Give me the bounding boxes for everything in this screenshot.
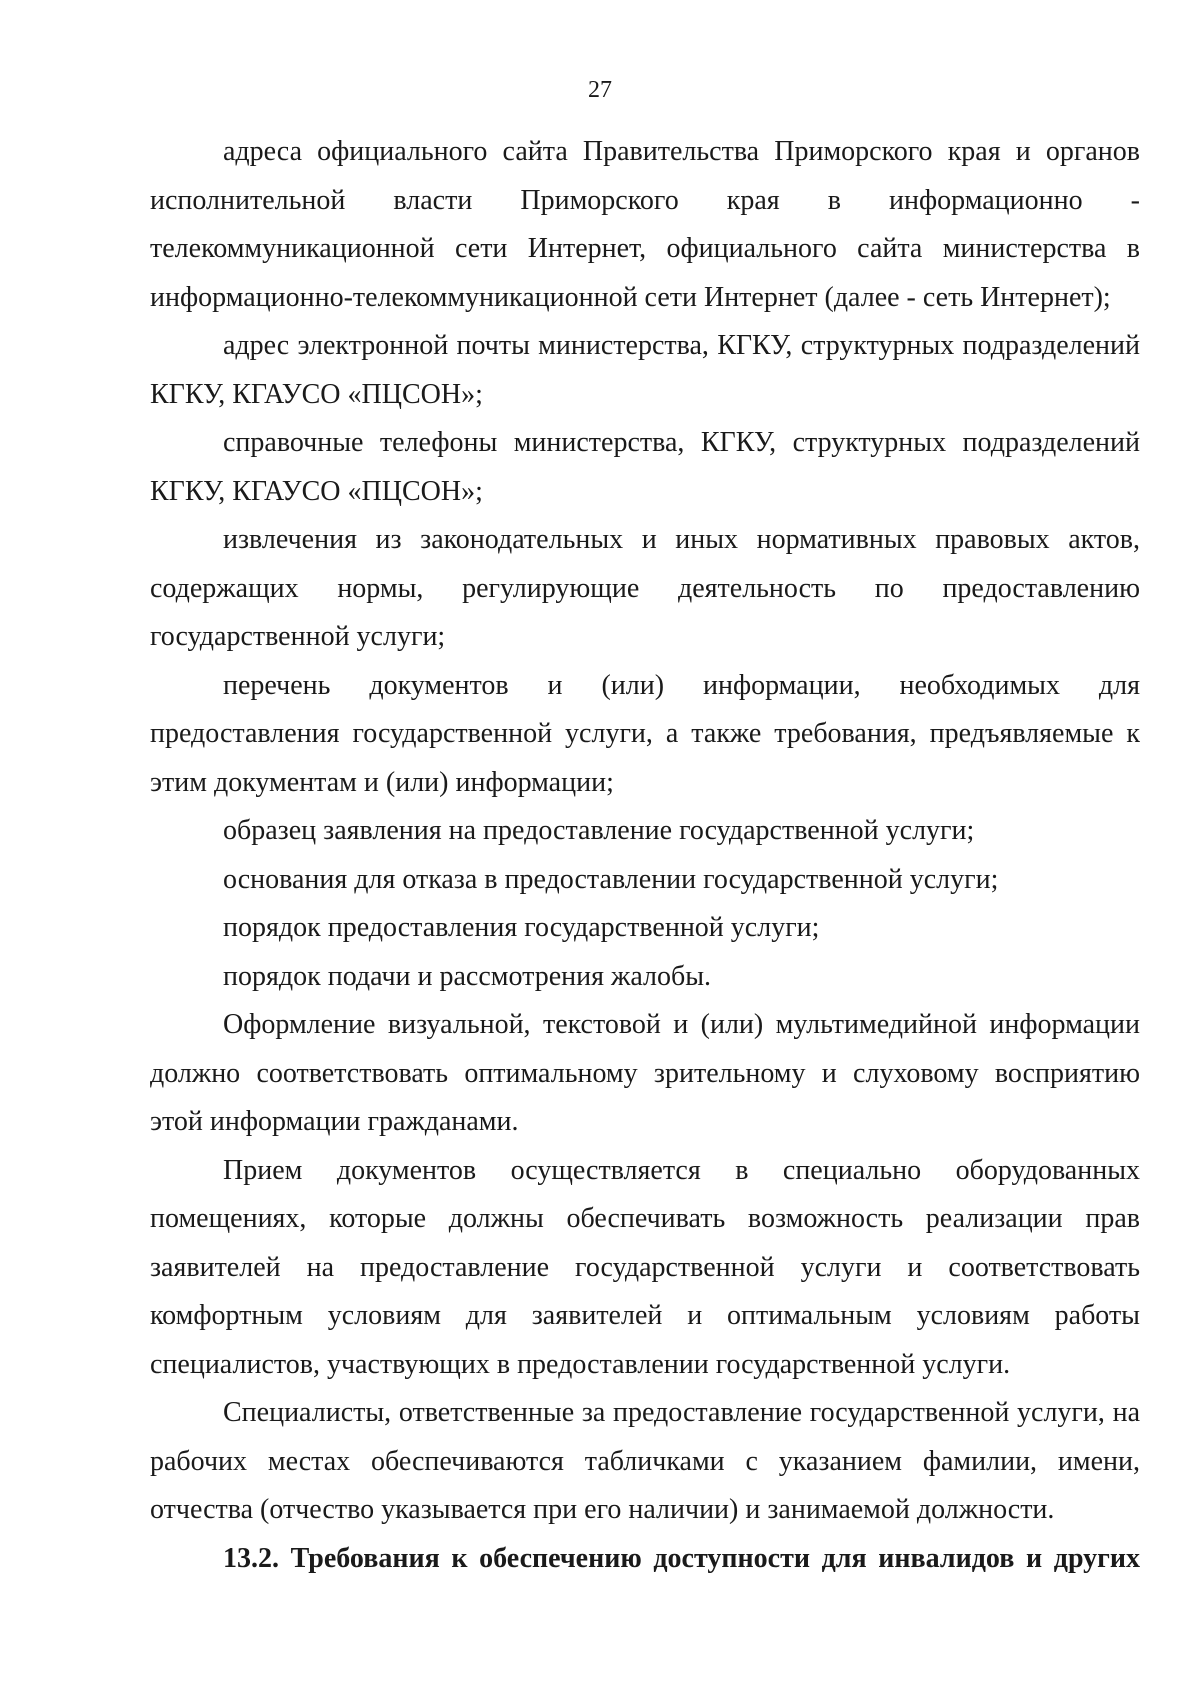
paragraph-document-reception: Прием документов осуществляется в специально оборудованных помещениях, которые должны обеспечивать возможность реализации прав заявителей на предоставление государственной услуги и соответствовать комфортным условиям для заявителей и оптимальным условиям работы специалистов, участвующих в предоставлении государственной услуги.: [150, 1154, 1140, 1380]
paragraph-application-sample: образец заявления на предоставление государственной услуги;: [223, 815, 975, 846]
paragraph-refusal-grounds: основания для отказа в предоставлении государственной услуги;: [223, 863, 999, 895]
paragraph-information-design: Оформление визуальной, текстовой и (или) мультимедийной информации должно соответствовать оптимальному зрительному и слуховому восприятию этой информации гражданами.: [150, 1009, 1140, 1137]
paragraph-document-list: перечень документов и (или) информации, необходимых для предоставления государственной услуги, а также требования, предъявляемые к этим документам и (или) информации;: [150, 669, 1140, 798]
paragraph-legal-extracts: извлечения из законодательных и иных нормативных правовых актов, содержащих нормы, регулирующие деятельность по предоставлению государственной услуги;: [150, 524, 1140, 652]
document-body: [150, 128, 1140, 1583]
section-heading-13-2: 13.2. Требования к обеспечению доступности для инвалидов и других: [223, 1542, 1140, 1574]
paragraph-service-procedure: порядок предоставления государственной услуги;: [223, 912, 820, 943]
paragraph-specialists-nameplates: Специалисты, ответственные за предоставление государственной услуги, на рабочих местах обеспечиваются табличками с указанием фамилии, имени, отчества (отчество указывается при его наличии) и занимаемой должности.: [150, 1397, 1140, 1525]
page-number: 27: [588, 77, 612, 103]
paragraph-reference-phones: справочные телефоны министерства, КГКУ, структурных подразделений КГКУ, КГАУСО «ПЦСОН»;: [150, 427, 1140, 507]
paragraph-website-addresses: адреса официального сайта Правительства Приморского края и органов исполнительной власти Приморского края в информационно - телекоммуникационной сети Интернет, официального сайта министерства в информационно-телекоммуникационной сети Интернет (далее - сеть Интернет);: [150, 136, 1140, 313]
paragraph-complaint-procedure: порядок подачи и рассмотрения жалобы.: [223, 960, 712, 992]
paragraph-email-addresses: адрес электронной почты министерства, КГКУ, структурных подразделений КГКУ, КГАУСО «ПЦСОН»;: [150, 330, 1140, 410]
